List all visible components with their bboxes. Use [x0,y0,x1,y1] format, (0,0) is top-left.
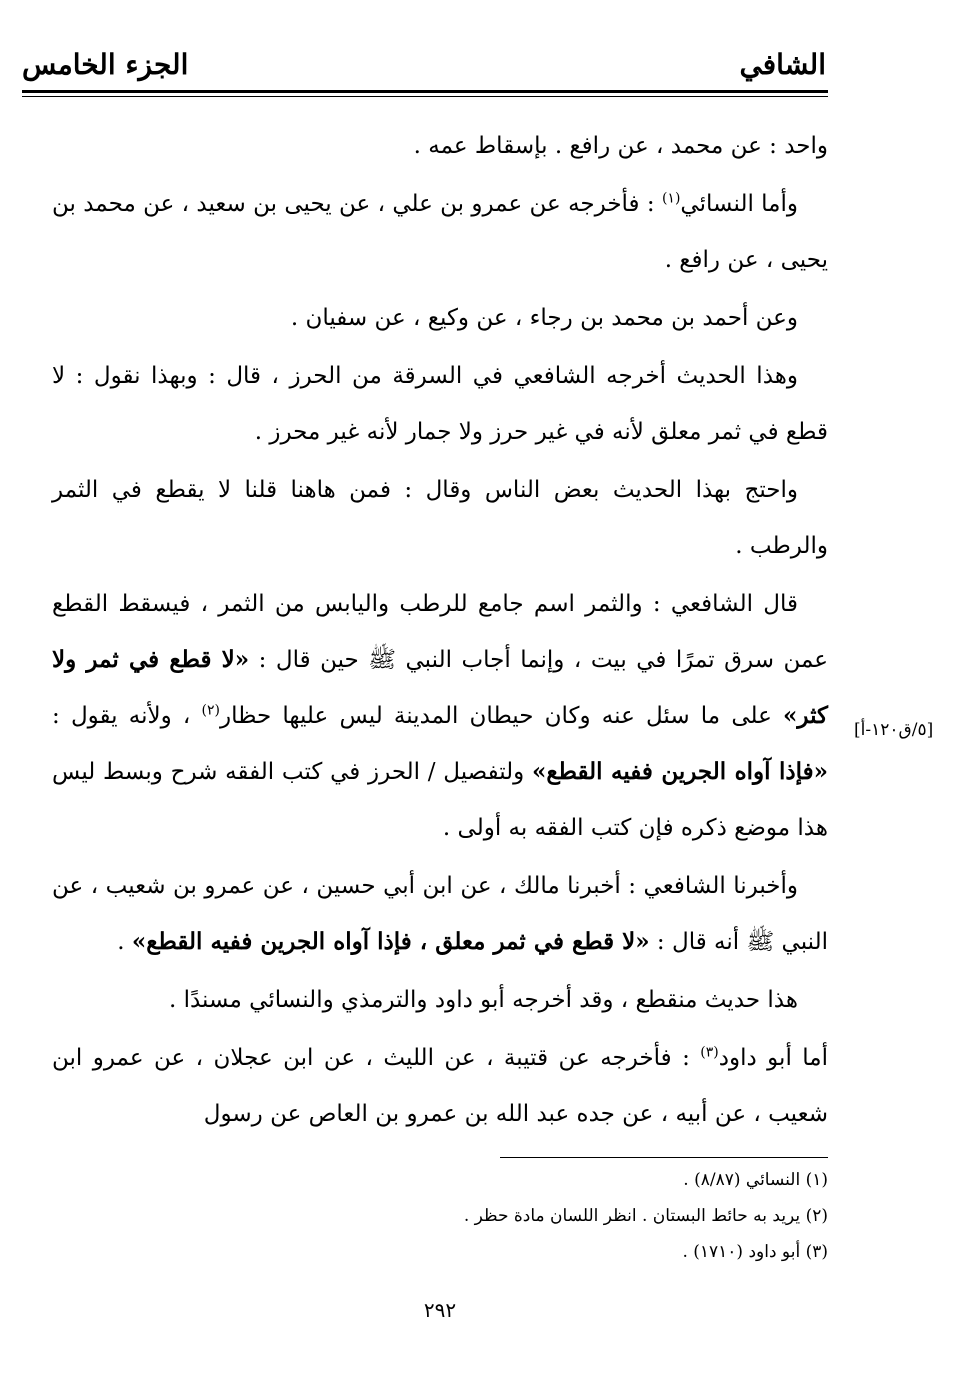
paragraph [52,176,828,288]
text-run: وهذا الحديث أخرجه الشافعي في السرقة من الحرز ، قال : وبهذا نقول : لا قطع في ثمر معلق لأنه في غير حرز ولا جمار لأنه غير محرز . [52,363,828,445]
paragraph [52,972,828,1028]
hadith-quote: «لا قطع في ثمر ولا كثر» [52,646,828,729]
text-run: واحتج بهذا الحديث بعض الناس وقال : فمن هاهنا قلنا لا يقطع في الثمر والرطب . [52,477,828,559]
text-run: وأما النسائي [680,191,798,217]
text-run: وأخبرنا الشافعي : أخبرنا مالك ، عن ابن أبي حسين ، عن عمرو بن شعيب ، عن النبي ﷺ أنه قال : [52,873,828,955]
text-run: . [117,929,132,955]
manuscript-marker: [٥/ق١٢٠-أ] [854,720,934,740]
paragraph [52,348,828,460]
text-run: واحد : عن محمد ، عن رافع . بإسقاط عمه . [413,133,828,159]
header-rule-thick [22,90,828,93]
paragraph [52,1030,828,1142]
footnote-ref: (٣) [700,1044,719,1061]
paragraph [52,118,828,174]
footnote-ref: (٢) [201,702,220,719]
header-volume: الجزء الخامس [22,48,189,81]
paragraph [52,290,828,346]
header-title: الشافي [739,48,826,81]
footnote-1: (١) النسائي (٨/٨٧) . [683,1170,828,1190]
text-run: أما أبو داود [718,1045,829,1071]
text-run: : فأخرجه عن قتيبة ، عن الليث ، عن ابن عجلان ، عن عمرو ابن شعيب ، عن أبيه ، عن جده عبد الله بن عمرو بن العاص عن رسول [52,1045,828,1127]
text-run: هذا حديث منقطع ، وقد أخرجه أبو داود والترمذي والنسائي مسندًا . [168,987,798,1013]
header-rule-thin [22,96,828,97]
text-run: : فأخرجه عن عمرو بن علي ، عن يحيى بن سعيد ، عن محمد بن يحيى ، عن رافع . [52,191,828,273]
paragraph [52,462,828,574]
text-run: قال الشافعي : والثمر اسم جامع للرطب واليابس من الثمر ، فيسقط القطع عمن سرق تمرًا في بيت ، وإنما أجاب النبي ﷺ حين قال : [52,591,829,673]
paragraph [52,576,828,856]
body-text [52,118,828,1144]
hadith-quote: «فإذا آواه الجرين ففيه القطع» [532,758,828,785]
paragraph [52,858,828,970]
text-run: ، ولأنه يقول : [52,703,202,729]
text-run: ولتفصيل / الحرز في كتب الفقه شرح وبسط ليس هذا موضع ذكره فإن كتب الفقه به أولى . [52,759,828,841]
page-number: ٢٩٢ [423,1298,457,1322]
text-run: على ما سئل عنه وكان حيطان المدينة ليس عليها حظار [219,703,784,729]
footnote-3: (٣) أبو داود (١٧١٠) . [682,1242,828,1262]
text-run: وعن أحمد بن محمد بن رجاء ، عن وكيع ، عن سفيان . [290,305,798,331]
footnote-2: (٢) يريد به حائط البستان . انظر اللسان مادة حظر . [463,1206,828,1226]
footnote-rule [500,1157,828,1158]
footnote-ref: (١) [661,190,681,207]
hadith-quote: «لا قطع في ثمر معلق ، فإذا آواه الجرين ففيه القطع» [131,928,650,955]
